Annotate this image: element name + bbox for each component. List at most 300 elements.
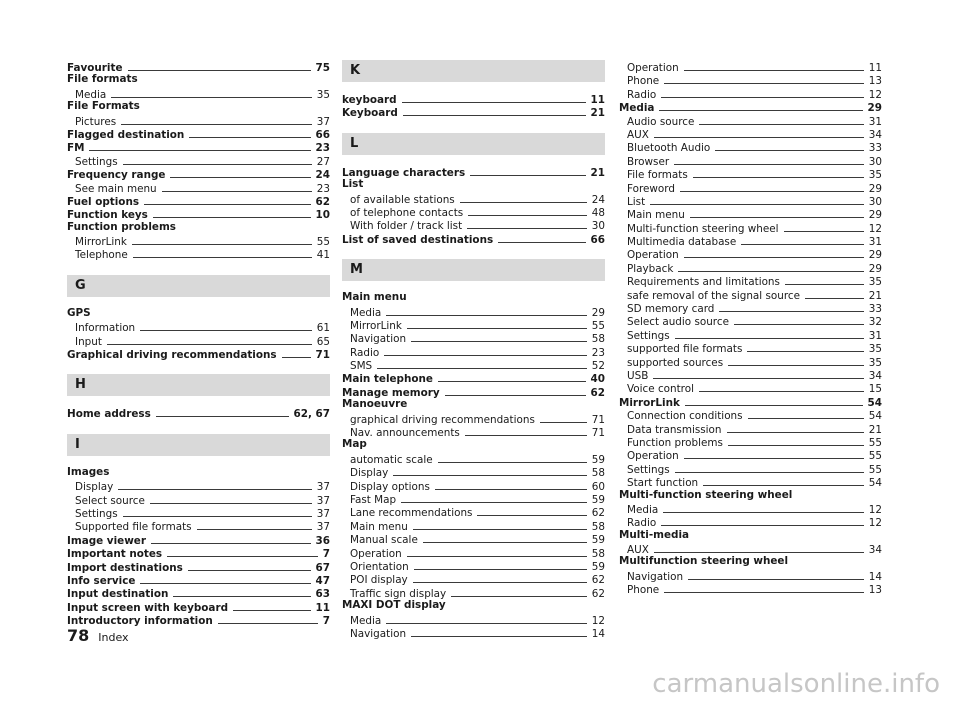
leader-line	[675, 328, 864, 339]
entry-page-number: 67	[315, 561, 330, 574]
entry-label: supported sources	[627, 356, 724, 369]
leader-line	[402, 92, 586, 103]
index-subentry	[619, 261, 882, 274]
entry-label: Connection conditions	[627, 410, 743, 423]
leader-line	[688, 569, 864, 580]
entry-page-number: 13	[868, 75, 882, 88]
index-subentry	[342, 505, 605, 518]
leader-line	[89, 140, 310, 151]
entry-label: Settings	[627, 463, 670, 476]
entry-page-number: 58	[591, 520, 605, 533]
leader-line	[407, 318, 587, 329]
leader-line	[435, 479, 587, 490]
index-entry	[67, 546, 330, 559]
entry-label: Manage memory	[342, 386, 440, 399]
index-entry	[619, 100, 882, 113]
leader-line	[144, 194, 311, 205]
entry-page-number: 59	[591, 560, 605, 573]
entry-page-number: 31	[868, 115, 882, 128]
entry-label: Foreword	[627, 182, 675, 195]
leader-line	[167, 546, 318, 557]
index-subentry	[342, 205, 605, 218]
entry-label: Flagged destination	[67, 128, 185, 141]
entry-page-number: 34	[868, 544, 882, 557]
index-subentry	[342, 613, 605, 626]
entry-page-number: 75	[315, 62, 330, 74]
leader-line	[386, 613, 587, 624]
index-subentry	[619, 542, 882, 555]
index-group-heading: GPS	[67, 306, 91, 319]
index-subentry	[342, 532, 605, 545]
index-subentry	[619, 234, 882, 247]
index-entry	[342, 371, 605, 384]
entry-label: See main menu	[75, 182, 157, 195]
entry-label: Phone	[627, 75, 660, 88]
entry-page-number: 59	[591, 453, 605, 466]
entry-page-number: 7	[322, 548, 330, 561]
index-subentry	[342, 305, 605, 318]
leader-line	[728, 355, 864, 366]
entry-label: Data transmission	[627, 423, 722, 436]
index-subentry	[619, 569, 882, 582]
leader-line	[468, 205, 587, 216]
index-subentry	[342, 412, 605, 425]
index-subentry	[67, 519, 330, 532]
index-subentry	[67, 114, 330, 127]
leader-line	[233, 600, 311, 611]
entry-page-number: 34	[868, 128, 882, 141]
entry-label: automatic scale	[350, 453, 433, 466]
index-subentry	[342, 218, 605, 231]
entry-label: Operation	[627, 249, 679, 262]
entry-label: Operation	[627, 450, 679, 463]
entry-label: Display	[75, 481, 114, 494]
leader-line	[197, 519, 312, 530]
index-subentry	[67, 493, 330, 506]
entry-label: Media	[75, 88, 107, 101]
leader-line	[465, 425, 587, 436]
entry-page-number: 21	[590, 107, 605, 120]
index-subentry	[619, 114, 882, 127]
entry-label: graphical driving recommendations	[350, 413, 535, 426]
leader-line	[540, 412, 587, 423]
index-entry	[619, 395, 882, 408]
entry-page-number: 35	[868, 169, 882, 182]
index-subentry	[619, 515, 882, 528]
index-column-3	[619, 60, 882, 596]
index-group-heading: Function problems	[67, 220, 176, 233]
index-entry	[342, 165, 605, 178]
entry-label: SMS	[350, 360, 373, 373]
index-subentry	[342, 452, 605, 465]
entry-label: Multimedia database	[627, 236, 737, 249]
index-subentry	[342, 318, 605, 331]
leader-line	[140, 320, 312, 331]
index-subentry	[342, 546, 605, 559]
leader-line	[107, 334, 312, 345]
index-subentry	[619, 288, 882, 301]
leader-line	[684, 247, 864, 258]
index-subentry	[619, 73, 882, 86]
entry-page-number: 55	[868, 463, 882, 476]
leader-line	[384, 345, 587, 356]
index-subentry	[619, 502, 882, 515]
leader-line	[498, 232, 585, 243]
entry-page-number: 21	[868, 289, 882, 302]
index-entry	[67, 140, 330, 153]
entry-label: Function problems	[627, 436, 723, 449]
index-subentry	[67, 234, 330, 247]
entry-label: Main menu	[350, 520, 408, 533]
leader-line	[715, 140, 863, 151]
entry-label: Requirements and limitations	[627, 276, 780, 289]
entry-page-number: 58	[591, 333, 605, 346]
leader-line	[728, 435, 864, 446]
leader-line	[411, 331, 587, 342]
entry-label: Manual scale	[350, 534, 418, 547]
index-subentry	[619, 422, 882, 435]
entry-label: List of saved destinations	[342, 233, 494, 246]
entry-label: Home address	[67, 408, 151, 421]
entry-page-number: 55	[591, 319, 605, 332]
leader-line	[805, 288, 864, 299]
index-subentry	[619, 274, 882, 287]
entry-page-number: 62	[591, 507, 605, 520]
leader-line	[719, 301, 863, 312]
index-subentry	[67, 506, 330, 519]
entry-page-number: 66	[315, 128, 330, 141]
entry-label: Information	[75, 322, 136, 335]
section-letter-header: H	[67, 374, 330, 396]
index-group-heading: Manoeuvre	[342, 398, 408, 411]
entry-label: Bluetooth Audio	[627, 142, 711, 155]
leader-line	[653, 368, 863, 379]
entry-label: Voice control	[627, 383, 694, 396]
entry-page-number: 24	[591, 193, 605, 206]
entry-label: FM	[67, 142, 85, 155]
entry-label: Graphical driving recommendations	[67, 349, 277, 362]
entry-label: AUX	[627, 128, 649, 141]
entry-page-number: 31	[868, 329, 882, 342]
index-entry	[67, 533, 330, 546]
index-subentry	[342, 586, 605, 599]
page-number: 78	[67, 626, 90, 645]
entry-label: Display options	[350, 480, 430, 493]
index-subentry	[619, 462, 882, 475]
leader-line	[407, 546, 587, 557]
leader-line	[140, 573, 310, 584]
entry-page-number: 60	[591, 480, 605, 493]
entry-label: Fuel options	[67, 195, 140, 208]
index-group-heading: File Formats	[67, 100, 140, 113]
leader-line	[170, 167, 310, 178]
entry-page-number: 23	[315, 142, 330, 155]
entry-label: MirrorLink	[350, 319, 402, 332]
leader-line	[654, 127, 864, 138]
index-group-heading: List	[342, 178, 364, 191]
leader-line	[438, 371, 586, 382]
entry-label: Introductory information	[67, 615, 213, 628]
index-entry	[67, 127, 330, 140]
leader-line	[386, 305, 587, 316]
entry-page-number: 58	[591, 467, 605, 480]
section-letter-header: M	[342, 259, 605, 281]
index-subentry	[342, 626, 605, 639]
leader-line	[121, 114, 312, 125]
entry-page-number: 71	[591, 427, 605, 440]
entry-label: Main telephone	[342, 373, 433, 386]
entry-label: Import destinations	[67, 561, 183, 574]
index-subentry	[619, 328, 882, 341]
leader-line	[680, 181, 864, 192]
entry-page-number: 34	[868, 369, 882, 382]
entry-label: Display	[350, 467, 389, 480]
index-entry	[67, 613, 330, 626]
entry-page-number: 29	[867, 102, 882, 115]
entry-label: Media	[350, 306, 382, 319]
leader-line	[445, 385, 586, 396]
index-group-heading: MAXI DOT display	[342, 599, 446, 612]
index-group-heading: Multifunction steering wheel	[619, 555, 789, 568]
entry-page-number: 35	[868, 356, 882, 369]
index-entry	[67, 586, 330, 599]
entry-page-number: 62, 67	[293, 408, 330, 421]
entry-page-number: 47	[315, 574, 330, 587]
index-subentry	[67, 320, 330, 333]
entry-label: Traffic sign display	[350, 587, 447, 600]
leader-line	[734, 314, 864, 325]
index-subentry	[342, 192, 605, 205]
index-subentry	[342, 559, 605, 572]
entry-page-number: 21	[590, 166, 605, 179]
entry-page-number: 55	[316, 236, 330, 249]
index-entry	[342, 385, 605, 398]
entry-page-number: 12	[868, 88, 882, 101]
leader-line	[470, 165, 585, 176]
leader-line	[460, 192, 587, 203]
entry-page-number: 58	[591, 547, 605, 560]
entry-page-number: 11	[590, 94, 605, 106]
entry-label: Pictures	[75, 115, 117, 128]
entry-page-number: 7	[322, 615, 330, 628]
entry-label: File formats	[627, 169, 688, 182]
entry-page-number: 12	[868, 222, 882, 235]
entry-page-number: 12	[591, 614, 605, 627]
leader-line	[451, 586, 587, 597]
leader-line	[132, 234, 312, 245]
index-subentry	[342, 572, 605, 585]
entry-label: Favourite	[67, 62, 123, 74]
entry-page-number: 48	[591, 206, 605, 219]
section-letter-header: K	[342, 60, 605, 82]
leader-line	[785, 274, 864, 285]
entry-label: Telephone	[75, 249, 128, 262]
index-column-2	[342, 60, 605, 639]
leader-line	[685, 395, 863, 406]
entry-page-number: 30	[868, 155, 882, 168]
leader-line	[690, 207, 864, 218]
index-entry	[67, 600, 330, 613]
index-group-heading: Main menu	[342, 291, 407, 304]
entry-page-number: 63	[315, 588, 330, 601]
leader-line	[123, 154, 312, 165]
leader-line	[664, 582, 864, 593]
entry-label: keyboard	[342, 94, 397, 106]
entry-page-number: 59	[591, 534, 605, 547]
entry-label: Input	[75, 335, 102, 348]
entry-page-number: 14	[868, 570, 882, 583]
leader-line	[477, 505, 586, 516]
index-subentry	[619, 140, 882, 153]
index-subentry	[619, 127, 882, 140]
leader-line	[118, 479, 311, 490]
entry-page-number: 36	[315, 534, 330, 547]
leader-line	[693, 167, 864, 178]
entry-label: Image viewer	[67, 534, 146, 547]
index-entry	[67, 194, 330, 207]
entry-page-number: 55	[868, 450, 882, 463]
entry-label: Navigation	[627, 570, 684, 583]
entry-label: Settings	[627, 329, 670, 342]
entry-label: Navigation	[350, 627, 407, 640]
entry-label: Audio source	[627, 115, 695, 128]
leader-line	[659, 100, 862, 111]
entry-label: of available stations	[350, 193, 455, 206]
entry-label: Fast Map	[350, 493, 397, 506]
leader-line	[218, 613, 318, 624]
index-entry	[67, 207, 330, 220]
entry-label: Multi-function steering wheel	[627, 222, 779, 235]
leader-line	[413, 572, 587, 583]
entry-page-number: 29	[868, 262, 882, 275]
leader-line	[784, 221, 864, 232]
entry-label: safe removal of the signal source	[627, 289, 800, 302]
entry-page-number: 54	[867, 396, 882, 409]
entry-page-number: 37	[316, 521, 330, 534]
entry-page-number: 66	[590, 233, 605, 246]
index-subentry	[67, 334, 330, 347]
entry-page-number: 14	[591, 627, 605, 640]
index-subentry	[619, 60, 882, 73]
entry-label: Language characters	[342, 166, 466, 179]
index-group-heading: File formats	[67, 73, 138, 86]
entry-label: Navigation	[350, 333, 407, 346]
entry-page-number: 12	[868, 503, 882, 516]
index-entry	[342, 92, 605, 105]
index-subentry	[619, 355, 882, 368]
index-subentry	[619, 408, 882, 421]
index-entry	[342, 232, 605, 245]
section-letter-header: G	[67, 275, 330, 297]
entry-label: Keyboard	[342, 107, 398, 120]
leader-line	[414, 559, 587, 570]
entry-label: With folder / track list	[350, 220, 463, 233]
entry-page-number: 24	[315, 169, 330, 182]
leader-line	[401, 492, 587, 503]
entry-label: MirrorLink	[619, 396, 680, 409]
entry-page-number: 52	[591, 360, 605, 373]
index-subentry	[619, 221, 882, 234]
entry-page-number: 23	[591, 346, 605, 359]
leader-line	[438, 452, 587, 463]
leader-line	[156, 406, 289, 417]
entry-page-number: 23	[316, 182, 330, 195]
entry-page-number: 33	[868, 142, 882, 155]
entry-label: Playback	[627, 262, 674, 275]
leader-line	[377, 358, 587, 369]
entry-page-number: 30	[591, 220, 605, 233]
entry-label: Radio	[627, 88, 657, 101]
entry-page-number: 37	[316, 507, 330, 520]
leader-line	[661, 515, 864, 526]
entry-label: Media	[619, 102, 655, 115]
leader-line	[128, 60, 311, 71]
index-entry	[67, 60, 330, 73]
leader-line	[282, 347, 311, 358]
entry-label: Important notes	[67, 548, 163, 561]
entry-page-number: 29	[868, 182, 882, 195]
leader-line	[189, 127, 310, 138]
entry-label: Settings	[75, 155, 118, 168]
entry-label: Select audio source	[627, 316, 729, 329]
entry-label: Select source	[75, 494, 145, 507]
leader-line	[411, 626, 587, 637]
leader-line	[674, 154, 864, 165]
entry-label: Input destination	[67, 588, 169, 601]
index-subentry	[342, 331, 605, 344]
leader-line	[699, 114, 863, 125]
index-group-heading: Images	[67, 465, 110, 478]
entry-label: Supported file formats	[75, 521, 192, 534]
entry-page-number: 31	[868, 236, 882, 249]
entry-page-number: 37	[316, 115, 330, 128]
entry-page-number: 27	[316, 155, 330, 168]
entry-page-number: 29	[868, 249, 882, 262]
entry-page-number: 71	[591, 413, 605, 426]
entry-page-number: 62	[591, 587, 605, 600]
page-footer	[67, 626, 129, 646]
entry-page-number: 59	[591, 493, 605, 506]
leader-line	[675, 462, 864, 473]
index-subentry	[619, 247, 882, 260]
index-column-1	[67, 60, 330, 627]
entry-page-number: 35	[868, 343, 882, 356]
section-letter-header: L	[342, 133, 605, 155]
leader-line	[153, 207, 311, 218]
leader-line	[650, 194, 864, 205]
index-group-heading: Map	[342, 438, 367, 451]
entry-label: USB	[627, 369, 649, 382]
leader-line	[413, 519, 587, 530]
watermark: carmanualsonline.info	[652, 669, 940, 699]
leader-line	[188, 560, 311, 571]
entry-page-number: 11	[315, 601, 330, 614]
entry-page-number: 11	[868, 62, 882, 74]
leader-line	[748, 408, 864, 419]
entry-page-number: 29	[868, 209, 882, 222]
entry-label: Info service	[67, 574, 136, 587]
leader-line	[111, 87, 312, 98]
index-subentry	[342, 479, 605, 492]
index-group-heading: Multi-function steering wheel	[619, 488, 793, 501]
entry-label: Function keys	[67, 209, 148, 222]
leader-line	[133, 247, 312, 258]
entry-page-number: 61	[316, 322, 330, 335]
entry-page-number: 10	[315, 209, 330, 222]
entry-label: Media	[350, 614, 382, 627]
entry-page-number: 15	[868, 383, 882, 396]
entry-label: Operation	[350, 547, 402, 560]
